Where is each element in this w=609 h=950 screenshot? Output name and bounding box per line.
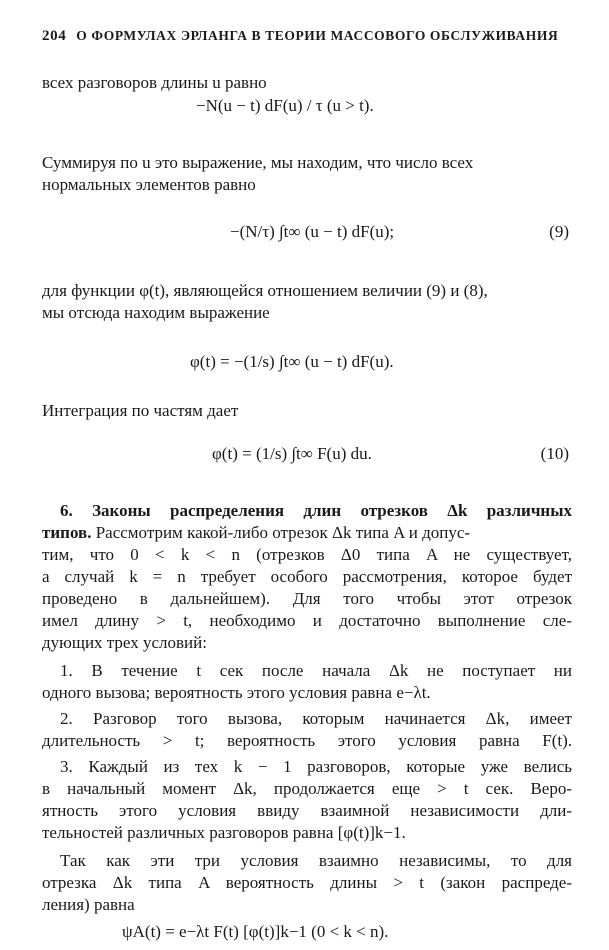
equation-phi: φ(t) = −(1/s) ∫t∞ (u − t) dF(u). [190,352,394,371]
text-line: нормальных элементов равно [42,175,256,194]
text-line: ления) равна [42,895,135,914]
condition-1: 1. В течение t сек после начала Δk не поступает ни [60,661,572,680]
running-header [42,28,572,45]
text-line: тим, что 0 < k < n (отрезков Δ0 типа A не существует, [42,545,572,564]
text-line: отрезка Δk типа A вероятность длины > t (закон распреде- [42,873,572,892]
condition-2: 2. Разговор того вызова, которым начинается Δk, имеет [60,709,572,728]
text-line: имел длину > t, необходимо и достаточно выполнение сле- [42,611,572,630]
text-line: для функции φ(t), являющейся отношением величии (9) и (8), [42,281,488,300]
text-line: мы отсюда находим выражение [42,303,270,322]
text-line: Интеграция по частям дает [42,401,239,420]
equation-psi: ψA(t) = e−λt F(t) [φ(t)]k−1 (0 < k < n). [122,922,389,941]
text-line: проведено в дальнейшем). Для того чтобы этот отрезок [42,589,572,608]
page-number: 204 [42,28,67,44]
equation-number-9: (9) [549,222,569,241]
text-line: дующих трех условий: [42,633,207,652]
section-title: 6. Законы распределения длин отрезков Δk различных [60,501,572,520]
text-line: в начальный момент Δk, продолжается еще > t сек. Веро- [42,779,572,798]
equation-9: −(N/τ) ∫t∞ (u − t) dF(u); [230,222,395,241]
paragraph-2: Так как эти три условия взаимно независимы, то для [60,851,572,870]
text-line: а случай k = n требует особого рассмотрения, которое будет [42,567,572,586]
text-line: длительность > t; вероятность этого условия равна F(t). [42,731,572,750]
equation-number-10: (10) [540,444,569,463]
section-title-end: типов. [42,523,92,542]
equation-1: −N(u − t) dF(u) / τ (u > t). [196,96,374,115]
text-line: Суммируя по u это выражение, мы находим, что число всех [42,153,474,172]
text-line: одного вызова; вероятность этого условия равна e−λt. [42,683,431,702]
text-line: тельностей различных разговоров равна [φ(t)]k−1. [42,823,406,842]
running-title: О ФОРМУЛАХ ЭРЛАНГА В ТЕОРИИ МАССОВОГО ОБСЛУЖИВАНИЯ [76,28,559,43]
text-line: Рассмотрим какой-либо отрезок Δk типа A и допус- [95,523,471,542]
equation-10: φ(t) = (1/s) ∫t∞ F(u) du. [212,444,372,463]
condition-3: 3. Каждый из тех k − 1 разговоров, которые уже велись [60,757,572,776]
text-line: ятность этого условия ввиду взаимной независимости дли- [42,801,572,820]
text-line: всех разговоров длины u равно [42,73,267,92]
